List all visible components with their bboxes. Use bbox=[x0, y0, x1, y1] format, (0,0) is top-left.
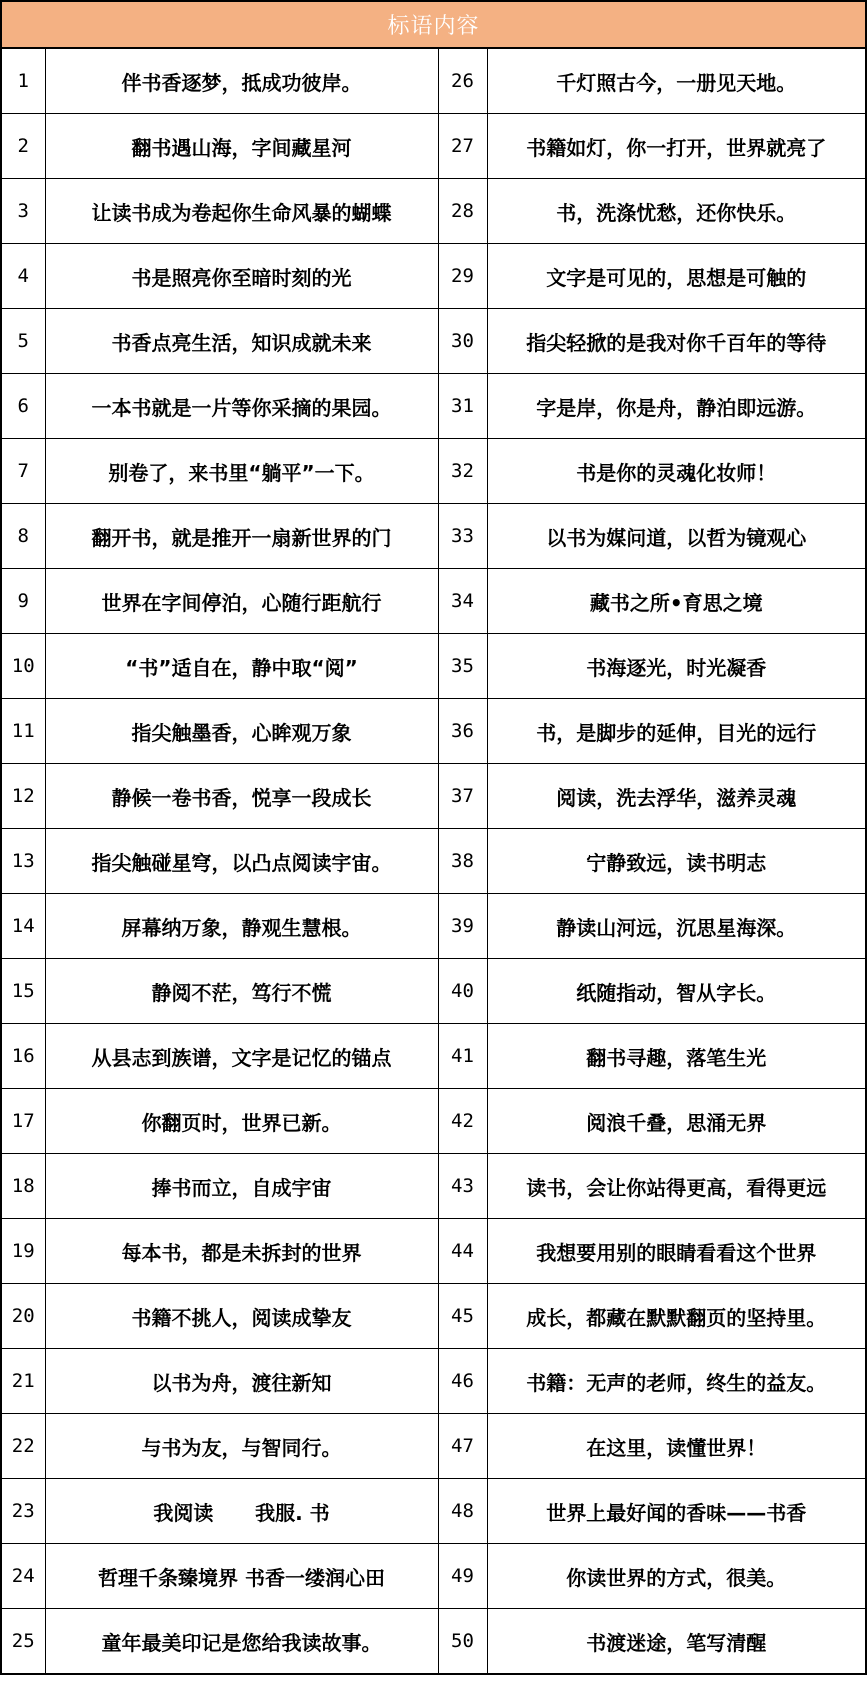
row-number-left: 14 bbox=[1, 894, 45, 959]
slogan-text-left: 指尖触碰星穹，以凸点阅读宇宙。 bbox=[45, 829, 438, 894]
table-row bbox=[1, 1154, 866, 1219]
table-row bbox=[1, 1414, 866, 1479]
row-number-right: 44 bbox=[438, 1219, 487, 1284]
table-row bbox=[1, 48, 866, 114]
row-number-left: 11 bbox=[1, 699, 45, 764]
table-row bbox=[1, 1284, 866, 1349]
row-number-left: 4 bbox=[1, 244, 45, 309]
slogan-text-left: “书”适自在，静中取“阅” bbox=[45, 634, 438, 699]
slogan-text-right: 书籍：无声的老师，终生的益友。 bbox=[487, 1349, 866, 1414]
row-number-right: 30 bbox=[438, 309, 487, 374]
table-row bbox=[1, 1349, 866, 1414]
table-row bbox=[1, 569, 866, 634]
slogan-text-right: 书，是脚步的延伸，目光的远行 bbox=[487, 699, 866, 764]
row-number-left: 1 bbox=[1, 48, 45, 114]
row-number-left: 23 bbox=[1, 1479, 45, 1544]
table-row bbox=[1, 1089, 866, 1154]
table-row bbox=[1, 1609, 866, 1675]
row-number-left: 15 bbox=[1, 959, 45, 1024]
slogan-text-right: 书，洗涤忧愁，还你快乐。 bbox=[487, 179, 866, 244]
table-row bbox=[1, 504, 866, 569]
row-number-left: 5 bbox=[1, 309, 45, 374]
slogan-text-right: 藏书之所•育思之境 bbox=[487, 569, 866, 634]
row-number-left: 24 bbox=[1, 1544, 45, 1609]
row-number-left: 13 bbox=[1, 829, 45, 894]
slogan-text-right: 文字是可见的，思想是可触的 bbox=[487, 244, 866, 309]
row-number-left: 10 bbox=[1, 634, 45, 699]
row-number-left: 3 bbox=[1, 179, 45, 244]
slogan-text-left: 以书为舟，渡往新知 bbox=[45, 1349, 438, 1414]
slogan-text-right: 以书为媒问道，以哲为镜观心 bbox=[487, 504, 866, 569]
row-number-right: 37 bbox=[438, 764, 487, 829]
table-row bbox=[1, 1479, 866, 1544]
slogan-text-left: 翻书遇山海，字间藏星河 bbox=[45, 114, 438, 179]
slogan-text-left: 书香点亮生活，知识成就未来 bbox=[45, 309, 438, 374]
row-number-left: 19 bbox=[1, 1219, 45, 1284]
row-number-right: 28 bbox=[438, 179, 487, 244]
table-row bbox=[1, 374, 866, 439]
slogan-text-right: 字是岸，你是舟，静泊即远游。 bbox=[487, 374, 866, 439]
slogan-text-left: 一本书就是一片等你采摘的果园。 bbox=[45, 374, 438, 439]
slogan-text-right: 阅读，洗去浮华，滋养灵魂 bbox=[487, 764, 866, 829]
row-number-left: 7 bbox=[1, 439, 45, 504]
table-body bbox=[1, 48, 866, 1674]
row-number-right: 33 bbox=[438, 504, 487, 569]
slogan-text-left: 伴书香逐梦，抵成功彼岸。 bbox=[45, 48, 438, 114]
row-number-right: 35 bbox=[438, 634, 487, 699]
slogan-text-right: 在这里，读懂世界！ bbox=[487, 1414, 866, 1479]
slogan-text-left: 别卷了，来书里“躺平”一下。 bbox=[45, 439, 438, 504]
table-row bbox=[1, 634, 866, 699]
table-row bbox=[1, 764, 866, 829]
row-number-left: 16 bbox=[1, 1024, 45, 1089]
slogan-text-left: 让读书成为卷起你生命风暴的蝴蝶 bbox=[45, 179, 438, 244]
row-number-right: 40 bbox=[438, 959, 487, 1024]
slogan-text-right: 书渡迷途，笔写清醒 bbox=[487, 1609, 866, 1675]
table-row bbox=[1, 244, 866, 309]
slogan-text-left: 屏幕纳万象，静观生慧根。 bbox=[45, 894, 438, 959]
slogan-text-right: 世界上最好闻的香味——书香 bbox=[487, 1479, 866, 1544]
row-number-left: 25 bbox=[1, 1609, 45, 1675]
slogan-text-right: 宁静致远，读书明志 bbox=[487, 829, 866, 894]
slogan-text-left: 你翻页时，世界已新。 bbox=[45, 1089, 438, 1154]
row-number-right: 31 bbox=[438, 374, 487, 439]
row-number-right: 29 bbox=[438, 244, 487, 309]
slogan-text-right: 我想要用别的眼睛看看这个世界 bbox=[487, 1219, 866, 1284]
row-number-left: 22 bbox=[1, 1414, 45, 1479]
slogan-text-right: 千灯照古今，一册见天地。 bbox=[487, 48, 866, 114]
row-number-right: 47 bbox=[438, 1414, 487, 1479]
table-row bbox=[1, 309, 866, 374]
slogan-text-left: 静阅不茫，笃行不慌 bbox=[45, 959, 438, 1024]
slogan-text-left: 童年最美印记是您给我读故事。 bbox=[45, 1609, 438, 1675]
slogan-text-left: 我阅读 我服. 书 bbox=[45, 1479, 438, 1544]
slogan-text-left: 指尖触墨香，心眸观万象 bbox=[45, 699, 438, 764]
table-row bbox=[1, 699, 866, 764]
row-number-right: 49 bbox=[438, 1544, 487, 1609]
row-number-right: 39 bbox=[438, 894, 487, 959]
slogan-text-left: 书籍不挑人，阅读成挚友 bbox=[45, 1284, 438, 1349]
row-number-right: 42 bbox=[438, 1089, 487, 1154]
row-number-left: 12 bbox=[1, 764, 45, 829]
row-number-left: 18 bbox=[1, 1154, 45, 1219]
table-row bbox=[1, 439, 866, 504]
table-row bbox=[1, 1219, 866, 1284]
row-number-left: 20 bbox=[1, 1284, 45, 1349]
slogan-text-right: 纸随指动，智从字长。 bbox=[487, 959, 866, 1024]
row-number-right: 38 bbox=[438, 829, 487, 894]
slogan-text-left: 每本书，都是未拆封的世界 bbox=[45, 1219, 438, 1284]
row-number-right: 32 bbox=[438, 439, 487, 504]
row-number-left: 8 bbox=[1, 504, 45, 569]
table-row bbox=[1, 1024, 866, 1089]
row-number-right: 50 bbox=[438, 1609, 487, 1675]
row-number-right: 27 bbox=[438, 114, 487, 179]
slogan-text-left: 捧书而立，自成宇宙 bbox=[45, 1154, 438, 1219]
slogan-text-left: 与书为友，与智同行。 bbox=[45, 1414, 438, 1479]
table-row bbox=[1, 894, 866, 959]
table-row bbox=[1, 179, 866, 244]
slogan-text-right: 静读山河远，沉思星海深。 bbox=[487, 894, 866, 959]
slogan-text-left: 书是照亮你至暗时刻的光 bbox=[45, 244, 438, 309]
row-number-left: 2 bbox=[1, 114, 45, 179]
row-number-right: 26 bbox=[438, 48, 487, 114]
slogan-text-right: 成长，都藏在默默翻页的坚持里。 bbox=[487, 1284, 866, 1349]
row-number-right: 45 bbox=[438, 1284, 487, 1349]
slogan-text-right: 你读世界的方式，很美。 bbox=[487, 1544, 866, 1609]
slogan-text-left: 世界在字间停泊，心随行距航行 bbox=[45, 569, 438, 634]
slogan-text-right: 书海逐光，时光凝香 bbox=[487, 634, 866, 699]
row-number-right: 48 bbox=[438, 1479, 487, 1544]
row-number-right: 34 bbox=[438, 569, 487, 634]
slogan-text-left: 翻开书，就是推开一扇新世界的门 bbox=[45, 504, 438, 569]
row-number-right: 46 bbox=[438, 1349, 487, 1414]
slogan-text-right: 读书，会让你站得更高，看得更远 bbox=[487, 1154, 866, 1219]
table-title: 标语内容 bbox=[1, 1, 866, 48]
slogan-text-right: 指尖轻掀的是我对你千百年的等待 bbox=[487, 309, 866, 374]
slogan-text-right: 翻书寻趣，落笔生光 bbox=[487, 1024, 866, 1089]
table-row bbox=[1, 114, 866, 179]
row-number-left: 6 bbox=[1, 374, 45, 439]
row-number-left: 9 bbox=[1, 569, 45, 634]
slogan-text-right: 阅浪千叠，思涌无界 bbox=[487, 1089, 866, 1154]
slogan-text-left: 哲理千条臻境界 书香一缕润心田 bbox=[45, 1544, 438, 1609]
row-number-right: 41 bbox=[438, 1024, 487, 1089]
table-row bbox=[1, 829, 866, 894]
slogan-text-left: 静候一卷书香，悦享一段成长 bbox=[45, 764, 438, 829]
slogan-text-left: 从县志到族谱，文字是记忆的锚点 bbox=[45, 1024, 438, 1089]
slogan-text-right: 书籍如灯，你一打开，世界就亮了 bbox=[487, 114, 866, 179]
row-number-left: 21 bbox=[1, 1349, 45, 1414]
row-number-right: 43 bbox=[438, 1154, 487, 1219]
table-row bbox=[1, 1544, 866, 1609]
row-number-left: 17 bbox=[1, 1089, 45, 1154]
row-number-right: 36 bbox=[438, 699, 487, 764]
slogan-text-right: 书是你的灵魂化妆师！ bbox=[487, 439, 866, 504]
table-row bbox=[1, 959, 866, 1024]
